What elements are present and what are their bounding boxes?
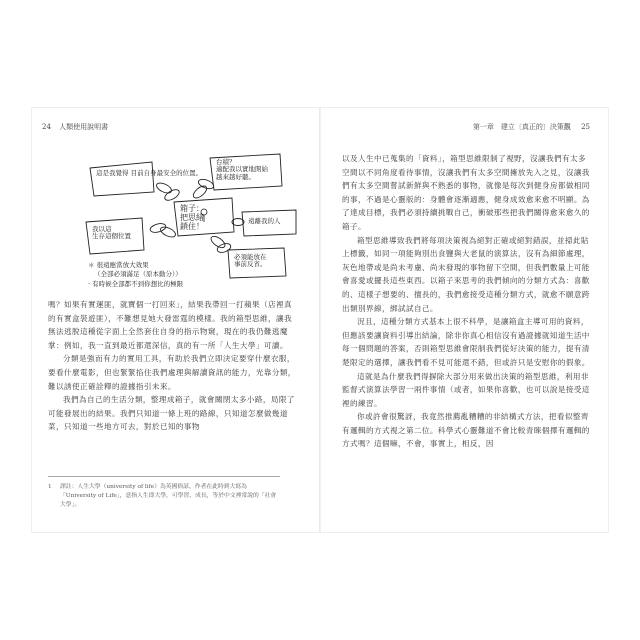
right-paragraph-5: 你或許會很驚訝，我竟然推薦亂糟糟的非結構式方法，把看似整齊有邏輯的方式視之第二位。科學式心靈難道不會比較青睞個擇有邏輯的方式嗎？這個嘛，不會，事實上，相反，因 bbox=[342, 412, 590, 449]
diagram-note-2: （全部必須滿足（原本動分）） bbox=[94, 270, 182, 278]
footnote-text: 譯註：人生大學（university of life）為英國俗諺，作者在此時到大寫為「University of Life」，意指人生即大學，可學習、成長，等於中文裡常說的「社會大學」。 bbox=[60, 484, 277, 508]
label-bound: 遠離我的人 bbox=[248, 217, 281, 225]
right-page-number: 25 bbox=[581, 123, 590, 131]
right-page-header bbox=[473, 122, 590, 132]
right-paragraph-1: 以及人生中已蒐集的「資料」，箱型思維限制了視野，沒讓我們有太多空間以不同角度看待事情，沒讓我們有太多空間擁放先入之見，沒讓我們有太多空間嘗試新鮮與不熟悉的事物，就像是每次到健身房都做相同的事，不過是心靈版的：身體會逐漸適應，健身成效愈來愈不明顯。為了達成目標，我們必須持續挑戰自己，衝破那些把我們關得愈來愈久的箱子。 bbox=[342, 154, 590, 231]
left-page bbox=[32, 108, 320, 532]
right-paragraph-3: 況且，這種分類方式基本上很不科學，是讓箱盒主導可用的資料，但應該要讓資料引導出結論，除非你真心相信沒有過證據就知道生活中每一個問題的答案，否則箱型思維會限制我們從好決策的能力，提有清楚限定的選擇，讓我們看不見可能還不錯，但或許只是安慰你的假象。 bbox=[342, 317, 590, 367]
right-paragraph-2: 箱型思維導致我們將每項決策視為絕對正確或絕對錯誤，並掃此貼上標籤，如同一項能夠別出食鹽與大老鼠的演算法，沒有為細節處理，灰色地帶或是尚未考慮、尚未發現的事物留下空間，但我們數量上可能會喜愛或擺長這些東西。以箱子來思考的我們傾向的分類方式為：喜歡的、這樣子想要的、擅長的，我們愈接受這種分類方式，就愈不願意跨出類別界線，綁試試自己。 bbox=[342, 235, 590, 313]
left-paragraph-3: 我們為自己的生活分類，整理成箱子，就會關閉太多小路，局限了可能發展出的結果。我們只知道一條上班的路線，只知道怎麼做幾道菜，只知道一些地方可去，對於已知的事物 bbox=[48, 395, 295, 432]
left-body-text bbox=[48, 298, 298, 434]
left-paragraph-1: 嗎？如果有實運匪，就寶個一打回來」，結果我帶回一打蘋果（店裡真的有實盒裝遊匪），不難想見她大發雷霆的模樣。我的箱型思維，讓我無法逃脫這種從字面上全然套住自身的指示物窺，現在的我仍難逃魔掌：例如，我一直到最近都還深信，真的有一所「人生大學」可讀。 bbox=[48, 300, 293, 350]
footnote bbox=[48, 476, 280, 510]
left-page-number: 24 bbox=[42, 123, 51, 131]
diagram-note-3: · 有時候全部都不到你想比的極限 bbox=[88, 280, 184, 288]
label-chain: 箱子： 把思緒 鎖住！ bbox=[180, 204, 204, 232]
chapter-title: 第一章 建立〔真正的〕決策觀 bbox=[472, 123, 571, 131]
label-tsmc: 台積？ 適配我以實地開始 越來越好聽。 bbox=[216, 158, 268, 181]
label-safe: 這是我覺得 目前自身最安全的位置。 bbox=[96, 169, 203, 177]
left-paragraph-2: 分類是強而有力的實用工具，有助於我們立即決定要穿什麼衣服，要看什麼電影，但也緊緊掐住我們處理與解讀資訊的能力，光靠分類，難以誘使正確詮釋的證據指引未來。 bbox=[48, 354, 296, 391]
hand-drawn-diagram bbox=[82, 150, 302, 296]
right-page bbox=[320, 108, 608, 532]
label-need: 必須能放在 事前反省。 bbox=[234, 253, 267, 269]
book-spread bbox=[32, 108, 608, 532]
footnote-number: 1 bbox=[48, 484, 52, 490]
box-safe bbox=[90, 162, 154, 196]
running-head: 人類使用說明書 bbox=[59, 123, 109, 131]
right-body-text bbox=[342, 152, 592, 451]
label-stay: 我以這 生存這個位置 bbox=[92, 225, 131, 241]
diagram-note-1: ＊ 很遠應當放大效果 bbox=[88, 261, 149, 269]
right-paragraph-4: 這就是為什麼我們得摒除大部分用來做出決策的箱型思維，利用非監督式演算法學習一兩件事情（或者，如果你喜歡，也可以說是接受這裡的練習。 bbox=[342, 371, 590, 408]
left-page-header bbox=[42, 122, 108, 132]
